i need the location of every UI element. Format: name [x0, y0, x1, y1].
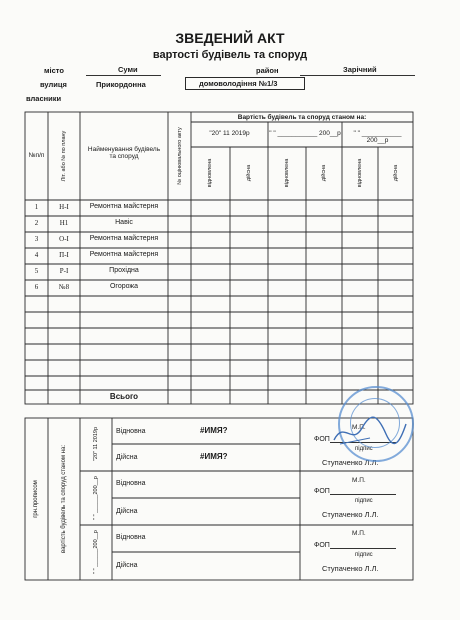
mp-label-1: М.П.	[352, 424, 366, 431]
row-name: Прохідна	[109, 267, 139, 274]
actual-label-1: Дійсна	[116, 454, 138, 461]
row-num: 6	[34, 283, 39, 291]
bottom-side-label-2: вартість будівель та споруд станом на:	[61, 444, 67, 554]
mp-label-3: М.П.	[352, 530, 366, 537]
row-num: 1	[34, 203, 39, 211]
restored-label-1: Відновна	[116, 428, 146, 435]
fop-label-2: ФОП	[314, 488, 330, 495]
row-num: 2	[34, 219, 39, 227]
row-letter: Н-І	[59, 203, 69, 211]
street-value: Прикордонна	[96, 80, 146, 89]
header-restored-2: відновлена	[284, 158, 290, 188]
total-label: Всього	[109, 392, 139, 401]
sign-label-2: підпис	[355, 498, 373, 504]
row-num: 5	[34, 267, 39, 275]
district-label: район	[256, 66, 279, 75]
bottom-side-label: грн.прописом	[33, 480, 39, 518]
actual-label-2: Дійсна	[116, 508, 138, 515]
signer-3: Ступаченко Л.Л.	[322, 564, 379, 573]
name-error-1: #ИМЯ?	[200, 426, 228, 435]
header-date3: " " ___________ 200__р	[353, 130, 402, 144]
header-date1: "20" 11 2019р	[209, 130, 250, 137]
header-actual-1: дійсна	[246, 164, 252, 182]
row-name: Ремонтна майстерня	[89, 203, 159, 210]
row-num: 4	[34, 251, 39, 259]
signer-2: Ступаченко Л.Л.	[322, 510, 379, 519]
actual-label-3: Дійсна	[116, 562, 138, 569]
restored-label-2: Відновна	[116, 480, 146, 487]
name-error-2: #ИМЯ?	[200, 452, 228, 461]
household-value: домоволодіння №1/3	[199, 79, 278, 88]
bottom-date-1: "20" 11 2019р	[93, 426, 99, 462]
header-letter: Літ. або № по плану	[61, 130, 67, 182]
row-letter: Н1	[59, 219, 69, 227]
row-num: 3	[34, 235, 39, 243]
fop-line-3	[330, 548, 396, 549]
header-restored-3: відновлена	[357, 158, 363, 188]
header-restored-1: відновлена	[207, 158, 213, 188]
row-letter: О-І	[59, 235, 69, 243]
fop-label-1: ФОП	[314, 436, 330, 443]
fop-label-3: ФОП	[314, 542, 330, 549]
row-name: Огорожа	[109, 283, 139, 290]
header-value-state: Вартість будівель та споруд станом на:	[237, 114, 367, 121]
signature-scribble	[330, 412, 410, 452]
header-actual-3: дійсна	[393, 164, 399, 182]
header-date2: " " ___________ 200__р	[269, 130, 341, 137]
page-subtitle: вартості будівель та споруд	[152, 49, 308, 61]
header-actual-2: дійсна	[321, 164, 327, 182]
mp-label-2: М.П.	[352, 477, 366, 484]
row-letter: №8	[58, 283, 70, 291]
sign-label-1: підпис	[355, 446, 373, 452]
row-name: Ремонтна майстерня	[89, 251, 159, 258]
bottom-date-3: " " ______200__р	[93, 530, 99, 574]
header-record: № оцінювального акту	[177, 127, 183, 185]
bottom-date-2: " " ______200__р	[93, 476, 99, 520]
row-name: Ремонтна майстерня	[89, 235, 159, 242]
street-label: вулиця	[40, 80, 67, 89]
restored-label-3: Відновна	[116, 534, 146, 541]
signer-1: Ступаченко Л.Л.	[322, 458, 379, 467]
row-letter: П-І	[59, 251, 69, 259]
owners-label: власники	[26, 94, 62, 103]
city-value: Суми	[118, 65, 138, 74]
header-num: №п/п	[28, 152, 45, 159]
row-name: Навіс	[115, 219, 133, 226]
sign-label-3: підпис	[355, 552, 373, 558]
page-title: ЗВЕДЕНИЙ АКТ	[175, 30, 285, 46]
district-value: Зарічний	[343, 65, 377, 74]
header-name: Найменування будівель та споруд	[87, 146, 161, 160]
city-label: місто	[44, 66, 64, 75]
row-letter: Р-І	[59, 267, 69, 275]
fop-line-2	[330, 494, 396, 495]
